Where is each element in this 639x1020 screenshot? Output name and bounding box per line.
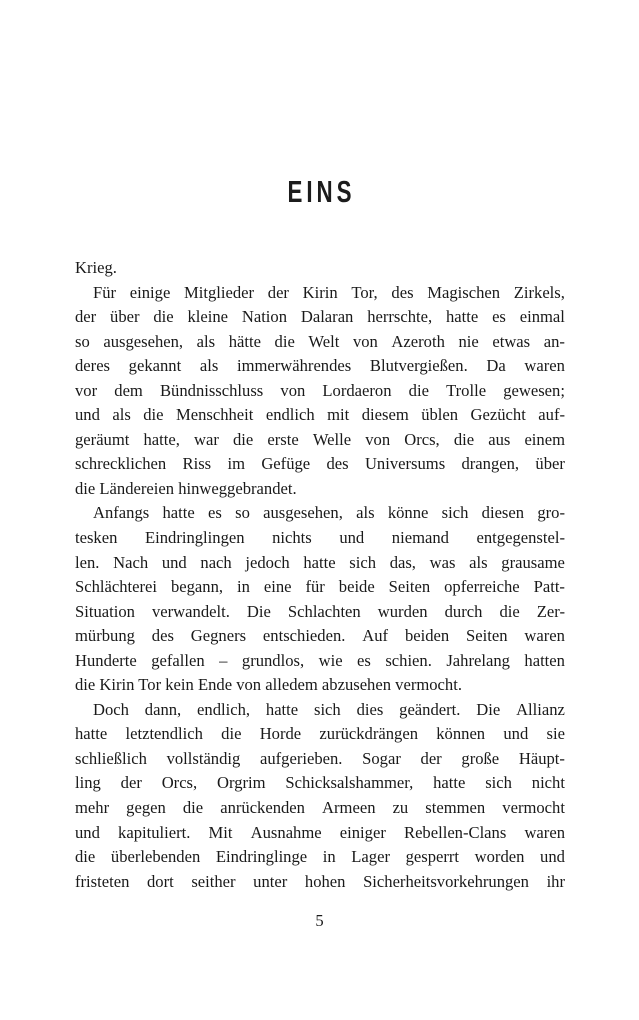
word: fristeten: [75, 871, 130, 891]
word: Lordaeron: [322, 380, 392, 400]
text-line: [75, 698, 565, 723]
word: sich: [441, 503, 469, 523]
word: nichts: [272, 528, 312, 548]
word: die: [232, 429, 254, 449]
word: entschieden.: [262, 626, 346, 646]
word: Jahrelang: [446, 650, 510, 670]
word: Riss: [182, 454, 212, 474]
word: anrückenden: [220, 798, 305, 818]
word: jedoch: [245, 552, 290, 572]
word: niemand: [391, 528, 449, 548]
text-line: [75, 821, 565, 846]
word: ihr: [546, 871, 565, 891]
word: gefallen: [151, 650, 205, 670]
word: Gefüge: [261, 454, 311, 474]
word: opferreiche: [444, 577, 520, 597]
word: der: [120, 773, 142, 793]
word: Magischen: [427, 282, 501, 302]
word: ling: [75, 773, 101, 793]
word: ausgesehen,: [103, 331, 184, 351]
word: endlich,: [197, 699, 251, 719]
word: als: [196, 331, 216, 351]
word: nach: [200, 552, 232, 572]
word: vor: [75, 380, 98, 400]
word: es: [492, 307, 506, 327]
word: die: [499, 601, 520, 621]
word: als: [469, 552, 488, 572]
word: im: [227, 454, 245, 474]
word: Welle: [312, 429, 352, 449]
word: durch: [444, 601, 483, 621]
text-line: [75, 501, 565, 526]
word: und: [339, 528, 365, 548]
word: nie: [458, 331, 479, 351]
word: Allianz: [516, 699, 565, 719]
word: wie: [318, 650, 343, 670]
text-line: [75, 600, 565, 625]
word: mehr: [75, 798, 110, 818]
word: über: [110, 307, 140, 327]
word: schrecklichen: [75, 454, 167, 474]
word: als: [356, 503, 375, 523]
word: gewesen;: [503, 380, 565, 400]
word: die: [153, 307, 174, 327]
word: Dalaran: [300, 307, 354, 327]
word: letztendlich: [125, 724, 203, 744]
word: Azeroth: [391, 331, 445, 351]
word: als: [199, 356, 219, 376]
word: Lager: [351, 847, 390, 867]
text-line: [75, 379, 565, 404]
text-line: [75, 649, 565, 674]
word: Nation: [241, 307, 288, 327]
word: hatte: [303, 552, 336, 572]
word: kleine: [187, 307, 229, 327]
word: eine: [263, 577, 292, 597]
word: Orcs,: [161, 773, 198, 793]
word: einmal: [519, 307, 565, 327]
word: Die: [246, 601, 271, 621]
word: seither: [191, 871, 236, 891]
word: Bündnisschluss: [159, 380, 264, 400]
word: mit: [327, 405, 350, 425]
word: Mit: [208, 822, 233, 842]
text-line: die Ländereien hinweggebrandet.: [75, 478, 297, 498]
word: etwas: [492, 331, 531, 351]
word: was: [429, 552, 456, 572]
word: Nach: [113, 552, 149, 572]
word: waren: [524, 356, 565, 376]
word: erste: [267, 429, 299, 449]
text-line: [75, 624, 565, 649]
word: Mitglieder: [184, 282, 255, 302]
word: zu: [392, 798, 409, 818]
word: gesperrt: [405, 847, 460, 867]
word: sie: [546, 724, 565, 744]
word: die: [143, 405, 164, 425]
body-text-block: [75, 256, 565, 894]
word: hatte: [162, 503, 195, 523]
word: der: [75, 307, 97, 327]
word: gro-: [537, 503, 565, 523]
word: worden: [474, 847, 525, 867]
word: hatte,: [143, 429, 180, 449]
word: zurückdrängen: [319, 724, 418, 744]
word: auf-: [538, 405, 565, 425]
word: die: [221, 724, 242, 744]
word: könne: [387, 503, 429, 523]
paragraph: [75, 281, 565, 502]
text-line: [75, 526, 565, 551]
word: Schicksalshammer,: [285, 773, 414, 793]
word: an-: [543, 331, 565, 351]
paragraph: [75, 501, 565, 697]
word: Horde: [259, 724, 302, 744]
word: grausame: [501, 552, 565, 572]
text-line: [75, 354, 565, 379]
word: Eindringlingen: [144, 528, 245, 548]
text-line: [75, 747, 565, 772]
word: dem: [114, 380, 143, 400]
word: Seiten: [466, 626, 508, 646]
text-line: [75, 771, 565, 796]
text-line: [75, 305, 565, 330]
word: überlebenden: [110, 847, 201, 867]
word: diesen: [481, 503, 525, 523]
word: waren: [524, 822, 565, 842]
word: schließlich: [75, 748, 147, 768]
word: stemmen: [425, 798, 486, 818]
word: gegen: [126, 798, 166, 818]
word: Zirkels,: [513, 282, 565, 302]
text-line: die Kirin Tor kein Ende von alledem abzusehen vermocht.: [75, 675, 462, 695]
word: Situation: [75, 601, 135, 621]
word: und: [75, 822, 100, 842]
word: Anfangs: [93, 503, 150, 523]
word: herrschte,: [367, 307, 433, 327]
word: endlich: [265, 405, 315, 425]
word: drangen,: [461, 454, 520, 474]
word: immerwährendes: [236, 356, 352, 376]
word: des: [326, 454, 349, 474]
word: Gegners: [190, 626, 247, 646]
text-line: [75, 722, 565, 747]
word: Orgrim: [217, 773, 266, 793]
word: kapituliert.: [118, 822, 191, 842]
word: Seiten: [388, 577, 431, 597]
word: Ausnahme: [250, 822, 322, 842]
word: Häupt-: [518, 748, 565, 768]
word: Sogar: [362, 748, 401, 768]
word: Sicherheitsvorkehrungen: [363, 871, 529, 891]
word: Universums: [364, 454, 446, 474]
word: als: [112, 405, 131, 425]
word: die: [408, 380, 429, 400]
word: Blutvergießen.: [369, 356, 468, 376]
word: des: [151, 626, 174, 646]
text-line: [75, 428, 565, 453]
word: die: [453, 429, 475, 449]
word: hohen: [304, 871, 346, 891]
word: Doch: [93, 699, 129, 719]
word: Die: [476, 699, 501, 719]
word: üblen: [421, 405, 459, 425]
word: wurden: [377, 601, 428, 621]
word: dort: [146, 871, 174, 891]
word: sich: [349, 552, 376, 572]
word: in: [237, 577, 250, 597]
word: Da: [486, 356, 506, 376]
word: Tor,: [351, 282, 378, 302]
word: die: [75, 847, 96, 867]
word: so: [235, 503, 250, 523]
text-line: [75, 281, 565, 306]
word: es: [208, 503, 222, 523]
word: tesken: [75, 528, 118, 548]
word: einiger: [339, 822, 386, 842]
word: große: [461, 748, 500, 768]
word: waren: [524, 626, 565, 646]
word: und: [503, 724, 529, 744]
word: Für: [93, 282, 117, 302]
word: geräumt: [75, 429, 130, 449]
word: Zer-: [536, 601, 565, 621]
word: hatten: [524, 650, 565, 670]
word: Hunderte: [75, 650, 137, 670]
word: nicht: [531, 773, 565, 793]
word: das,: [389, 552, 416, 572]
word: –: [219, 650, 228, 670]
word: die: [182, 798, 204, 818]
word: Eindringlinge: [215, 847, 308, 867]
word: so: [75, 331, 90, 351]
word: gekannt: [128, 356, 182, 376]
text-line: Krieg.: [75, 258, 117, 277]
word: Orcs,: [404, 429, 440, 449]
text-line: [75, 845, 565, 870]
word: dies: [356, 699, 384, 719]
word: aus: [488, 429, 511, 449]
word: und: [75, 405, 100, 425]
word: aufgerieben.: [259, 748, 343, 768]
word: von: [352, 331, 378, 351]
word: einige: [129, 282, 171, 302]
word: sich: [485, 773, 512, 793]
text-line: [75, 403, 565, 428]
word: Auf: [362, 626, 389, 646]
word: vermocht: [502, 798, 565, 818]
word: unter: [253, 871, 288, 891]
word: beide: [338, 577, 375, 597]
word: und: [161, 552, 187, 572]
word: Trolle: [446, 380, 487, 400]
word: war: [194, 429, 219, 449]
word: Gezücht: [470, 405, 526, 425]
text-line: [75, 870, 565, 895]
word: sich: [313, 699, 341, 719]
text-line: [75, 452, 565, 477]
word: Schlächterei: [75, 577, 158, 597]
text-line: [75, 551, 565, 576]
word: Patt-: [533, 577, 565, 597]
word: können: [436, 724, 486, 744]
word: deres: [75, 356, 111, 376]
word: einem: [524, 429, 565, 449]
word: für: [305, 577, 325, 597]
word: len.: [75, 552, 100, 572]
word: vollständig: [166, 748, 241, 768]
text-line: [75, 330, 565, 355]
text-line: [75, 796, 565, 821]
word: von: [365, 429, 391, 449]
word: Armeen: [322, 798, 376, 818]
word: Menschheit: [175, 405, 254, 425]
word: begann,: [170, 577, 224, 597]
word: dann,: [144, 699, 182, 719]
word: in: [322, 847, 336, 867]
word: geändert.: [399, 699, 461, 719]
word: Schlachten: [287, 601, 361, 621]
text-line: [75, 575, 565, 600]
chapter-heading: EINS: [287, 174, 356, 209]
word: Rebellen-Clans: [404, 822, 507, 842]
word: hatte: [433, 773, 466, 793]
word: des: [391, 282, 414, 302]
word: von: [280, 380, 306, 400]
word: hatte: [75, 724, 108, 744]
word: hatte: [445, 307, 479, 327]
word: es: [357, 650, 371, 670]
word: über: [535, 454, 565, 474]
word: diesem: [361, 405, 409, 425]
word: entgegenstel-: [476, 528, 565, 548]
word: die: [274, 331, 295, 351]
word: grundlos,: [241, 650, 305, 670]
paragraph: [75, 698, 565, 894]
word: ausgesehen,: [263, 503, 343, 523]
word: Welt: [308, 331, 340, 351]
word: mürbung: [75, 626, 135, 646]
paragraph: [75, 256, 565, 281]
word: hätte: [228, 331, 261, 351]
word: Kirin: [302, 282, 338, 302]
word: beiden: [404, 626, 450, 646]
page-number: 5: [315, 911, 324, 930]
word: und: [540, 847, 565, 867]
word: verwandelt.: [151, 601, 230, 621]
word: schien.: [385, 650, 432, 670]
word: hatte: [265, 699, 299, 719]
word: der: [420, 748, 442, 768]
word: der: [267, 282, 289, 302]
